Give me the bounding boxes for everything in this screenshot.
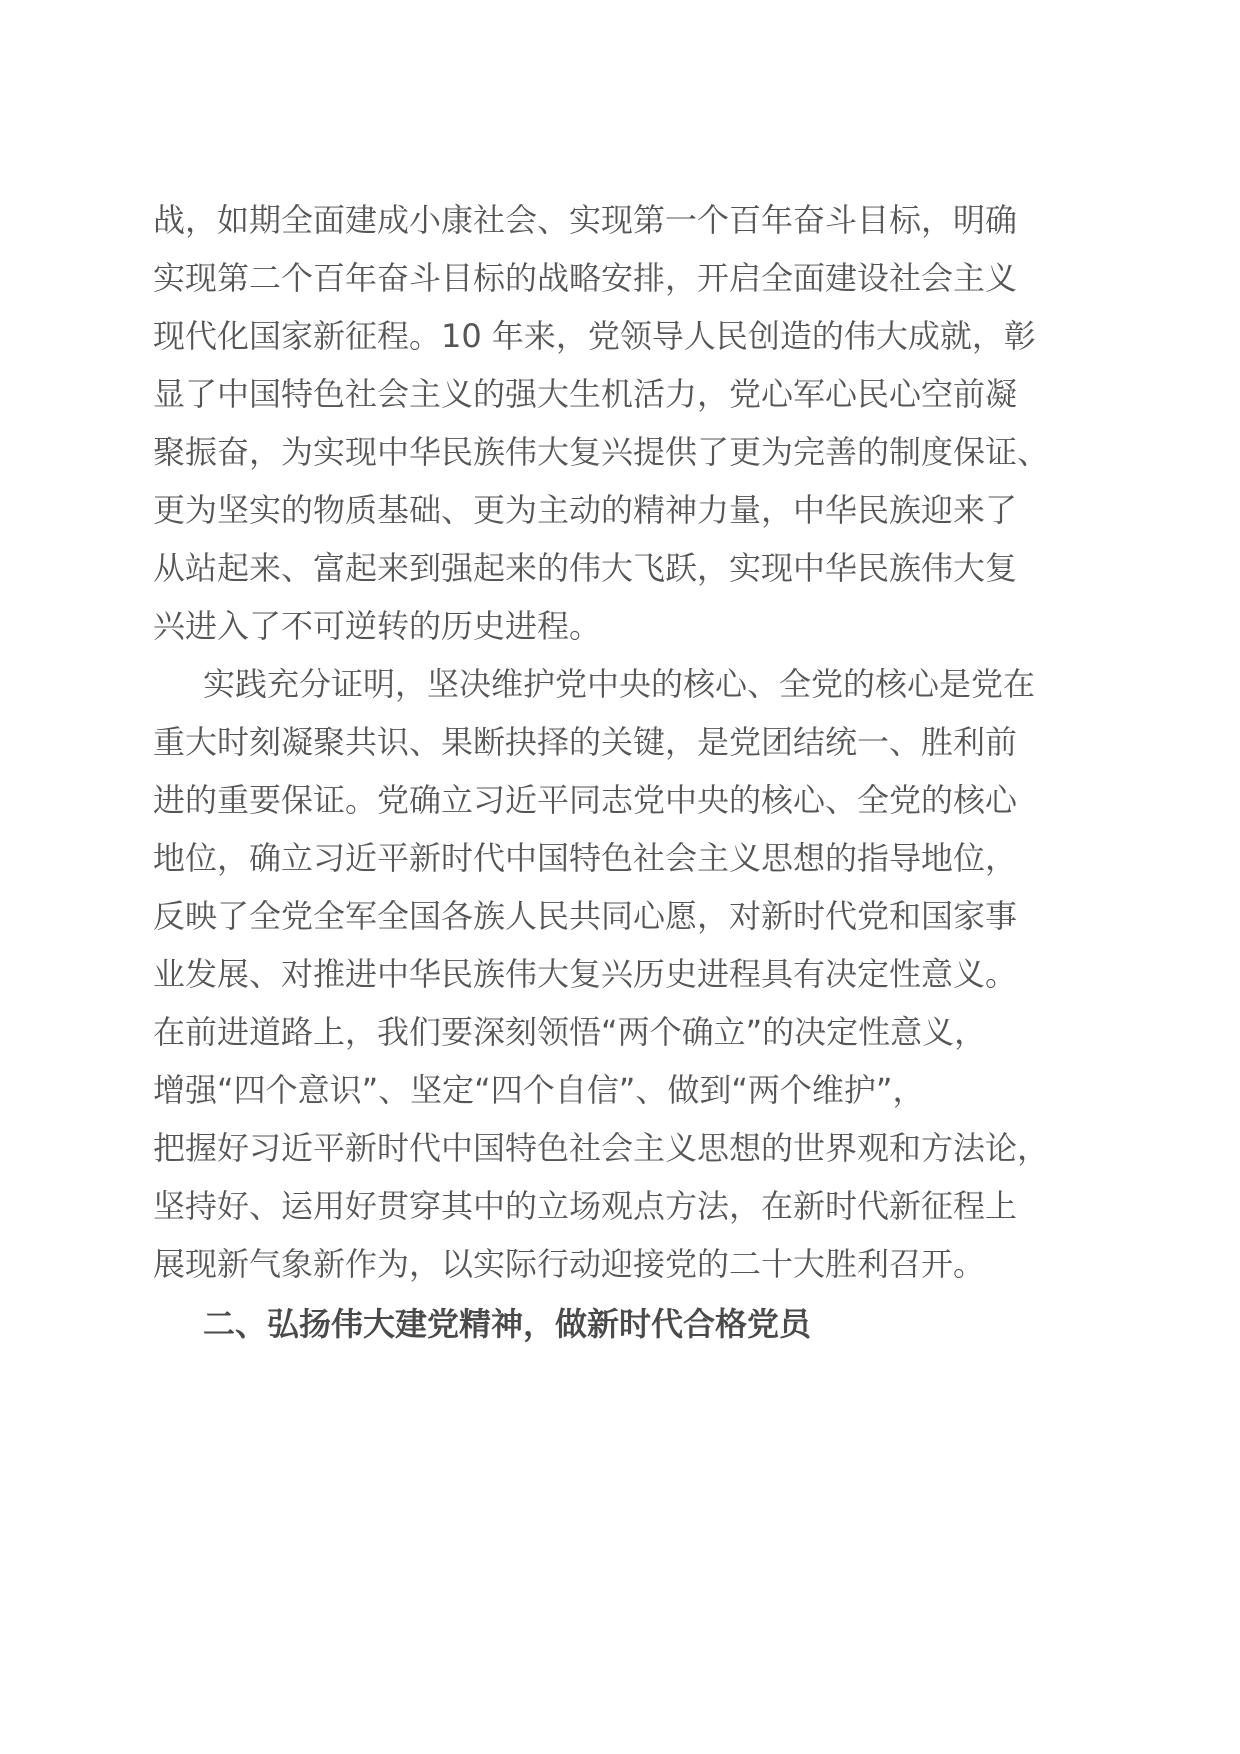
paragraph-2-line-1: 实践充分证明，坚决维护党中央的核心、全党的核心是党在 (203, 665, 1036, 703)
paragraph-2-line-8: 增强“四个意识”、坚定“四个自信”、做到“两个维护”， (153, 1071, 925, 1109)
paragraph-2-line-9: 把握好习近平新时代中国特色社会主义思想的世界观和方法论， (153, 1129, 1050, 1167)
paragraph-1-line-5: 聚振奋，为实现中华民族伟大复兴提供了更为完善的制度保证、 (153, 433, 1050, 471)
section-heading: 二、弘扬伟大建党精神，做新时代合格党员 (203, 1305, 812, 1343)
paragraph-2-line-5: 反映了全党全军全国各族人民共同心愿，对新时代党和国家事 (153, 897, 1018, 935)
paragraph-2-line-4: 地位，确立习近平新时代中国特色社会主义思想的指导地位， (153, 839, 1018, 877)
paragraph-1-line-8: 兴进入了不可逆转的历史进程。 (153, 607, 602, 645)
paragraph-2-line-3: 进的重要保证。党确立习近平同志党中央的核心、全党的核心 (153, 781, 1018, 819)
paragraph-1-line-6: 更为坚实的物质基础、更为主动的精神力量，中华民族迎来了 (153, 491, 1018, 529)
paragraph-1-line-1: 战，如期全面建成小康社会、实现第一个百年奋斗目标，明确 (153, 201, 1018, 239)
paragraph-2-line-2: 重大时刻凝聚共识、果断抉择的关键，是党团结统一、胜利前 (153, 723, 1018, 761)
paragraph-2-line-7: 在前进道路上，我们要深刻领悟“两个确立”的决定性意义， (153, 1013, 987, 1051)
paragraph-1-line-2: 实现第二个百年奋斗目标的战略安排，开启全面建设社会主义 (153, 259, 1018, 297)
paragraph-1-line-3: 现代化国家新征程。10 年来，党领导人民创造的伟大成就，彰 (153, 317, 1036, 355)
paragraph-1-line-7: 从站起来、富起来到强起来的伟大飞跃，实现中华民族伟大复 (153, 549, 1018, 587)
paragraph-2-line-10: 坚持好、运用好贯穿其中的立场观点方法，在新时代新征程上 (153, 1187, 1018, 1225)
paragraph-1-line-4: 显了中国特色社会主义的强大生机活力，党心军心民心空前凝 (153, 375, 1018, 413)
paragraph-2-line-6: 业发展、对推进中华民族伟大复兴历史进程具有决定性意义。 (153, 955, 1018, 993)
paragraph-2-line-11: 展现新气象新作为，以实际行动迎接党的二十大胜利召开。 (153, 1245, 986, 1283)
